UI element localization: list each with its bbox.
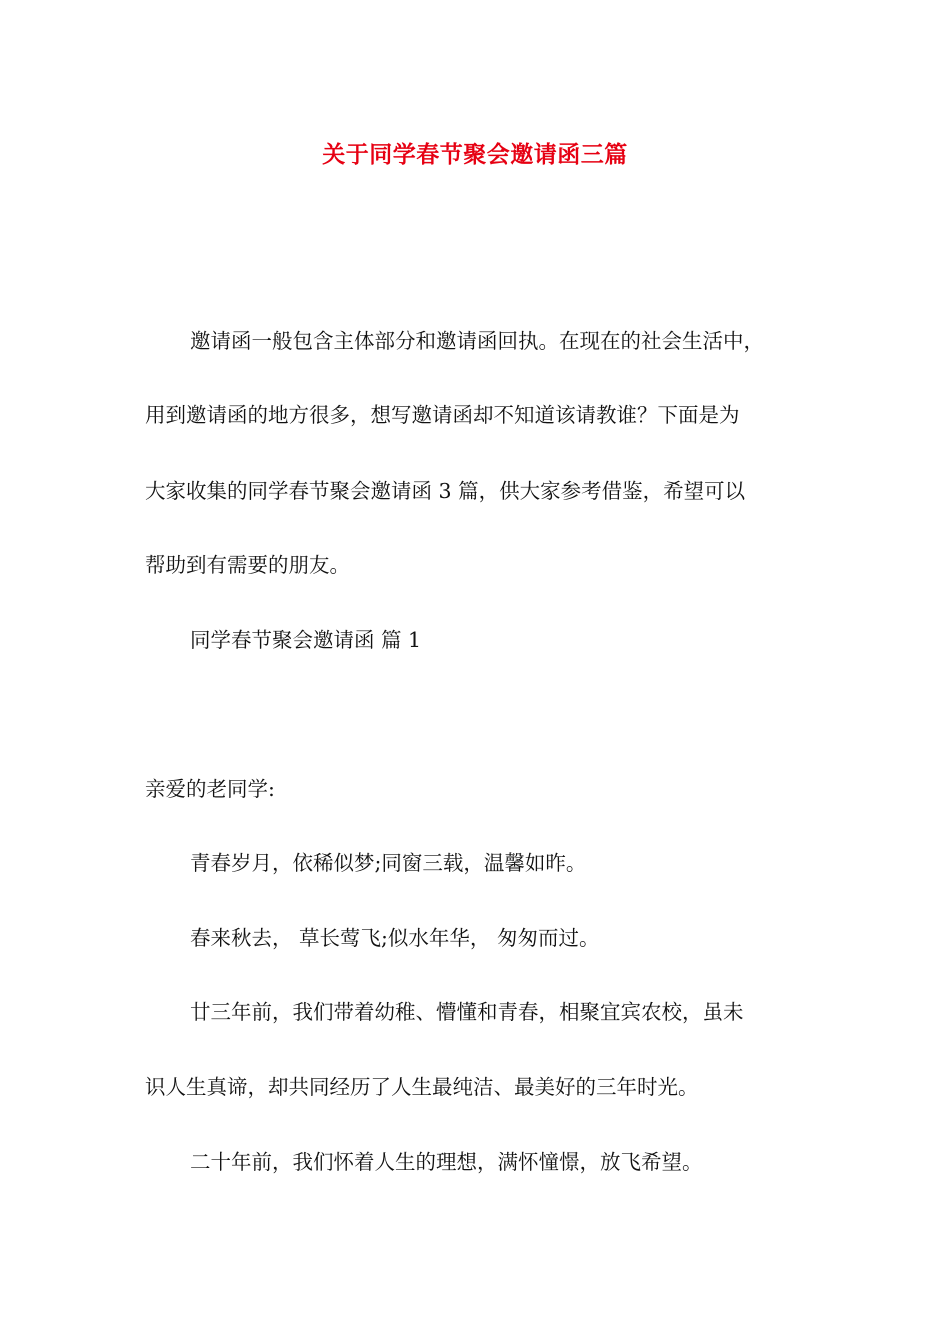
intro-line-3: 大家收集的同学春节聚会邀请函 3 篇，供大家参考借鉴，希望可以 xyxy=(145,479,746,503)
salutation: 亲爱的老同学: xyxy=(145,777,275,801)
intro-line-4: 帮助到有需要的朋友。 xyxy=(145,553,350,577)
intro-line-2: 用到邀请函的地方很多，想写邀请函却不知道该请教谁？下面是为 xyxy=(145,403,740,427)
body-line-4: 识人生真谛，却共同经历了人生最纯洁、最美好的三年时光。 xyxy=(145,1075,699,1099)
body-line-1: 青春岁月，依稀似梦;同窗三载，温馨如昨。 xyxy=(190,851,587,875)
intro-line-1: 邀请函一般包含主体部分和邀请函回执。在现在的社会生活中， xyxy=(190,329,764,353)
section-heading: 同学春节聚会邀请函 篇 1 xyxy=(190,628,422,652)
body-line-3: 廿三年前，我们带着幼稚、懵懂和青春，相聚宜宾农校，虽未 xyxy=(190,1000,744,1024)
document-title: 关于同学春节聚会邀请函三篇 xyxy=(322,141,628,168)
body-line-5: 二十年前，我们怀着人生的理想，满怀憧憬，放飞希望。 xyxy=(190,1150,703,1174)
body-line-2: 春来秋去， 草长莺飞;似水年华， 匆匆而过。 xyxy=(190,926,600,950)
